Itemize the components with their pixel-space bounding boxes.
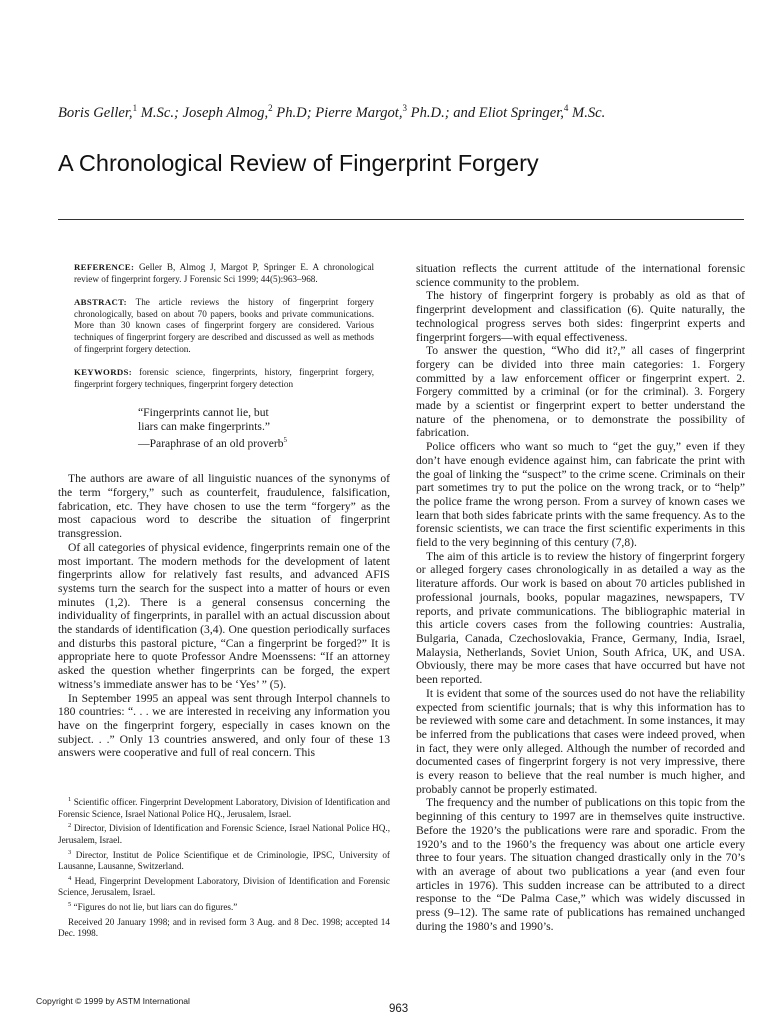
- author-affiliation-marker: 4: [563, 103, 569, 113]
- author-name: Joseph Almog,: [178, 104, 269, 121]
- author-name: Eliot Springer,: [475, 104, 564, 121]
- abstract-label: ABSTRACT:: [74, 297, 127, 308]
- author-list: [58, 103, 738, 122]
- page-number: 963: [389, 1003, 409, 1015]
- title-divider: [58, 219, 744, 220]
- body-paragraph: In September 1995 an appeal was sent through Interpol channels to 180 countries: “. . . we are interested in receiving any information you have on the fingerprint forgery, especially in cases known on the subject. . .” Only 13 countries answered, and only four of these 13 answers were cooperative and full of real concern. This: [58, 691, 390, 760]
- footnote: $^5$ “Figures do not lie, but liars can do figures.”: [68, 901, 238, 913]
- author-degree: Ph.D;: [272, 104, 312, 121]
- author-affiliation-marker: 2: [268, 103, 273, 113]
- body-paragraph: The authors are aware of all linguistic nuances of the synonyms of the term “forgery,” such as counterfeit, fraudulence, falsification, fabrication, etc. They have chosen to use the term “forgery” as the most capacious word to describe the situation of fingerprint transgression.: [58, 472, 390, 541]
- footnotes: [58, 794, 390, 940]
- epigraph-attribution: —Paraphrase of an old proverb$^5$: [138, 435, 288, 450]
- body-paragraph: It is evident that some of the sources used do not have the reliability expected from scientific journals; that is why this information has to be reviewed with some care and detachment. In some instances, it may be inferred from the publications that cases were indeed proved, when in fact, they were only alleged. Although the number of recorded and documented cases of fingerprint forgery is not very impressive, there is every reason to believe that the real number is much higher, and probably cannot be properly estimated.: [416, 686, 745, 796]
- footnote: $^2$ Director, Division of Identification and Forensic Science, Israel National Police HQ., Jerusalem, Israel.: [58, 822, 390, 845]
- body-paragraph: The aim of this article is to review the history of fingerprint forgery or alleged forgery cases chronologically in as detailed a way as the literature affords. Our work is based on about 70 articles published in professional journals, books, popular magazines, newspapers, TV reports, and private communications. The bibliographic material in this article covers cases from the following countries: Australia, Bulgaria, Canada, Czechoslovakia, France, Germany, India, Israel, Malaysia, Netherlands, Soviet Union, South Africa, UK, and USA. Obviously, there may be more cases that have occurred but have not been reported.: [416, 549, 745, 687]
- body-paragraph: The history of fingerprint forgery is probably as old as that of fingerprint development and classification (6). Quite naturally, the technological progress serves both sides: fingerprint experts and fingerprint forgers—with equal effectiveness.: [416, 289, 745, 344]
- body-paragraph: Of all categories of physical evidence, fingerprints remain one of the most important. The modern methods for the development of latent fingerprints allow for relatively fast results, and advanced AFIS systems turn the search for the suspect into a matter of hours or even minutes (1,2). There is a general consensus concerning the individuality of fingerprints, in parallel with an actual discussion about the standards of identification (3,4). One question periodically surfaces and disturbs this pastoral picture, “Can a fingerprint be forged?” It is appropriate here to quote Professor Andre Moenssens: “If an attorney asked the question whether fingerprints can be forged, the expert witness’s immediate answer has to be ‘Yes’ ” (5).: [58, 540, 390, 691]
- right-column: [416, 262, 745, 933]
- footnote: $^1$ Scientific officer. Fingerprint Development Laboratory, Division of Identification and Forensic Science, Israel National Police HQ., Jerusalem, Israel.: [58, 796, 390, 819]
- author-name: Boris Geller,: [58, 104, 133, 121]
- epigraph-line: “Fingerprints cannot lie, but: [138, 406, 269, 420]
- keywords-block: [74, 367, 374, 390]
- author-affiliation-marker: 1: [132, 103, 138, 113]
- copyright-notice: Copyright © 1999 by ASTM International: [36, 996, 190, 1006]
- author-degree: M.Sc.;: [137, 104, 179, 121]
- left-column: [58, 262, 390, 940]
- footnote-marker: 5: [283, 435, 288, 444]
- body-paragraph: situation reflects the current attitude of the international forensic science community to the problem.: [416, 262, 745, 289]
- author-degree: Ph.D.; and: [407, 104, 476, 121]
- body-paragraph: The frequency and the number of publications on this topic from the beginning of this century to 1997 are in themselves quite instructive. Before the 1920’s the publications were rare and sporadic. From the 1920’s and to the 1960’s the frequency was about one article every three to four years. The situation changed drastically only in the 70’s with an average of about two publications a year (and even four articles in 1976). This sudden increase can be attributed to a direct response to the “De Palma Case,” which was widely discussed in press (9–12). The same rate of publications has remained unchanged during the 1980’s and 1990’s.: [416, 796, 745, 933]
- body-paragraph: To answer the question, “Who did it?,” all cases of fingerprint forgery can be divided into three main categories: 1. Forgery committed by a law enforcement officer or fingerprint expert. 2. Forgery committed by a criminal (or for the criminal). 3. Forgery made by a scientist or fingerprint expert to better understand the nature of the phenomena, or to demonstrate the possibility of fabrication.: [416, 344, 745, 440]
- reference-block: [74, 262, 374, 285]
- keywords-text: forensic science, fingerprints, history, fingerprint forgery, fingerprint forgery techniques, fingerprint forgery detection: [74, 367, 374, 389]
- article-title: A Chronological Review of Fingerprint Forgery: [58, 150, 539, 176]
- epigraph-line: liars can make fingerprints.”: [138, 420, 270, 434]
- author-degree: M.Sc.: [568, 104, 606, 121]
- reference-label: REFERENCE:: [74, 262, 135, 272]
- reference-text: Geller B, Almog J, Margot P, Springer E. A chronological review of fingerprint forgery. J Forensic Sci 1999; 44(5):963–968.: [74, 262, 374, 284]
- keywords-label: KEYWORDS:: [74, 367, 132, 378]
- front-matter: [58, 262, 390, 390]
- author-affiliation-marker: 3: [402, 103, 408, 113]
- footnote: $^3$ Director, Institut de Police Scientifique et de Criminologie, IPSC, University of Lausanne, Lausanne, Switzerland.: [58, 848, 390, 872]
- epigraph: [138, 406, 390, 450]
- author-name: Pierre Margot,: [311, 104, 403, 121]
- received-dates: Received 20 January 1998; and in revised form 3 Aug. and 8 Dec. 1998; accepted 14 Dec. 1998.: [58, 916, 390, 939]
- abstract-text: The article reviews the history of fingerprint forgery chronologically, based on about 70 papers, books and private communications. More than 30 known cases of fingerprint forgery are considered. Various techniques of fingerprint forgery are described and discussed as well as methods of fingerprint forgery detection.: [74, 297, 374, 354]
- footnote: $^4$ Head, Fingerprint Development Laboratory, Division of Identification and Forensic Science, Jerusalem, Israel.: [58, 874, 390, 898]
- abstract-block: [74, 297, 374, 355]
- body-paragraph: Police officers who want so much to “get the guy,” even if they don’t have enough evidence against him, can fabricate the print with the goal of linking the “suspect” to the crime scene. Criminals on their part sometimes try to put the police on the wrong track, or to “help” the police frame the wrong person. From a survey of known cases we learn that both sides fabricate prints with the same frequency. As to the forensic scientists, we can trace the first scientific experiments in this field to the very beginning of this century (7,8).: [416, 440, 745, 550]
